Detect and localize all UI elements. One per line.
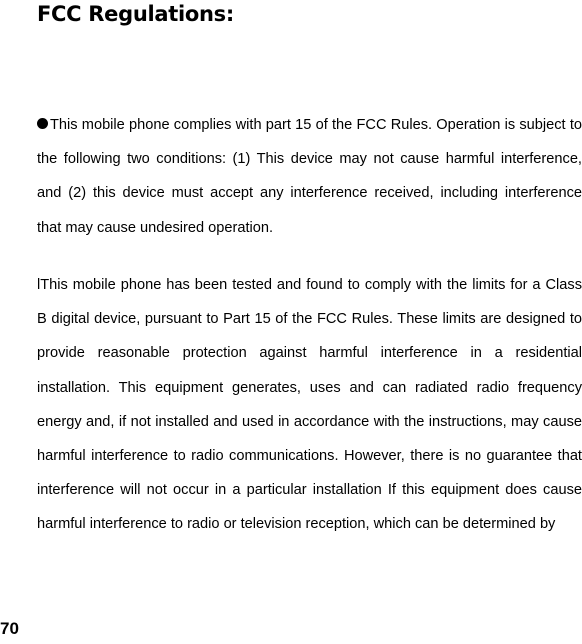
page-number: 70 xyxy=(0,619,19,638)
paragraph-class-b-limits xyxy=(37,268,582,542)
paragraph-fcc-part15-compliance xyxy=(37,108,582,245)
paragraph-text: This mobile phone complies with part 15 of the FCC Rules. Operation is subject to the following two conditions: (1) This device may not cause harmful interference, and (2) this device must accept any interference received, including interference that may cause undesired operation. xyxy=(37,117,582,236)
list-marker: l xyxy=(37,277,41,293)
paragraph-text: This mobile phone has been tested and found to comply with the limits for a Class B digital device, pursuant to Part 15 of the FCC Rules. These limits are designed to provide reasonable protection against harmful interference in a residential installation. This equipment generates, uses and can radiated radio frequency energy and, if not installed and used in accordance with the instructions, may cause harmful interference to radio communications. However, there is no guarantee that interference will not occur in a particular installation If this equipment does cause harmful interference to radio or television reception, which can be determined by xyxy=(37,277,582,533)
page-heading: FCC Regulations: xyxy=(37,2,234,26)
bullet-icon xyxy=(37,118,48,129)
